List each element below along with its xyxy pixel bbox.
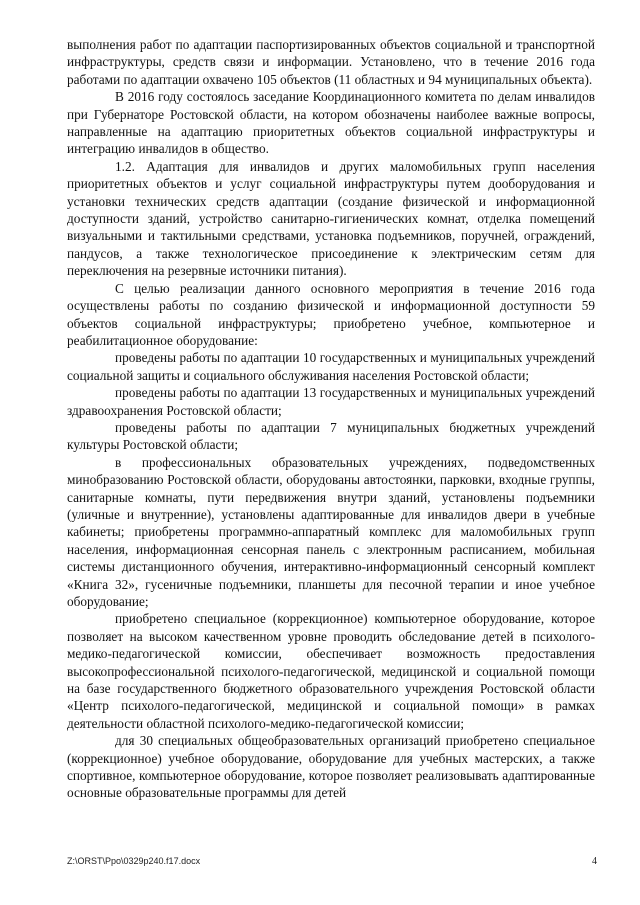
page-number: 4 xyxy=(592,856,597,867)
document-body xyxy=(67,36,595,802)
paragraph-8: в профессиональных образовательных учреждениях, подведомственных минобразованию Ростовской области, оборудованы автостоянки, парковки, входные группы, санитарные комнаты, пути передвижения внутри зданий, установлены подъемники (уличные и внутренние), установлены адаптированные для инвалидов двери в учебные кабинеты; приобретены программно-аппаратный комплекс для маломобильных групп населения, информационная сенсорная панель с электронным расписанием, мобильная системы дистанционного обучения, интерактивно-информационный сенсорный комплект «Книга 32», гусеничные подъемники, планшеты для песочной терапии и иное учебное оборудование; xyxy=(67,454,595,609)
paragraph-1: выполнения работ по адаптации паспортизированных объектов социальной и транспортной инфраструктуры, средств связи и информации. Установлено, что в течение 2016 года работами по адаптации охвачено 105 объектов (11 областных и 94 муниципальных объекта). xyxy=(67,37,595,87)
paragraph-7: проведены работы по адаптации 7 муниципальных бюджетных учреждений культуры Ростовской области; xyxy=(67,419,595,453)
paragraph-5: проведены работы по адаптации 10 государственных и муниципальных учреждений социальной защиты и социального обслуживания населения Ростовской области; xyxy=(67,350,595,383)
paragraph-2: В 2016 году состоялось заседание Координационного комитета по делам инвалидов при Губернаторе Ростовской области, на котором обозначены наиболее важные вопросы, направленные на адаптацию приоритетных объектов социальной инфраструктуры и интеграцию инвалидов в общество. xyxy=(67,89,595,157)
paragraph-9: приобретено специальное (коррекционное) компьютерное оборудование, которое позволяет на высоком качественном уровне проводить обследование детей в психолого-медико-педагогической комиссии, обеспечивает возможность предоставления высокопрофессиональной психолого-педагогической, медицинской и социальной помощи на базе государственного бюджетного образовательного учреждения Ростовской области «Центр психолого-педагогической, медицинской и социальной помощи» в рамках деятельности областной психолого-медико-педагогической комиссии; xyxy=(67,611,595,731)
footer-file-path: Z:\ORST\Ppo\0329p240.f17.docx xyxy=(67,856,201,866)
paragraph-3: 1.2. Адаптация для инвалидов и других маломобильных групп населения приоритетных объектов и услуг социальной инфраструктуры путем дооборудования и установки технических средств адаптации (создание физической и информационной доступности зданий, устройство санитарно-гигиенических комнат, отделка помещений визуальными и тактильными средствами, установка подъемников, поручней, ограждений, пандусов, а также технологическое присоединение к электрическим сетям для переключения на резервные источники питания). xyxy=(67,158,595,279)
paragraph-6: проведены работы по адаптации 13 государственных и муниципальных учреждений здравоохранения Ростовской области; xyxy=(67,385,595,418)
paragraph-4: С целью реализации данного основного мероприятия в течение 2016 года осуществлены работы по созданию физической и информационной доступности 59 объектов социальной инфраструктуры; приобретено учебное, компьютерное и реабилитационное оборудование: xyxy=(67,280,595,348)
paragraph-10: для 30 специальных общеобразовательных организаций приобретено специальное (коррекционное) учебное оборудование, оборудование для учебных мастерских, а также спортивное, компьютерное оборудование, которое позволяет реализовывать адаптированные основные образовательные программы для детей xyxy=(67,733,595,801)
